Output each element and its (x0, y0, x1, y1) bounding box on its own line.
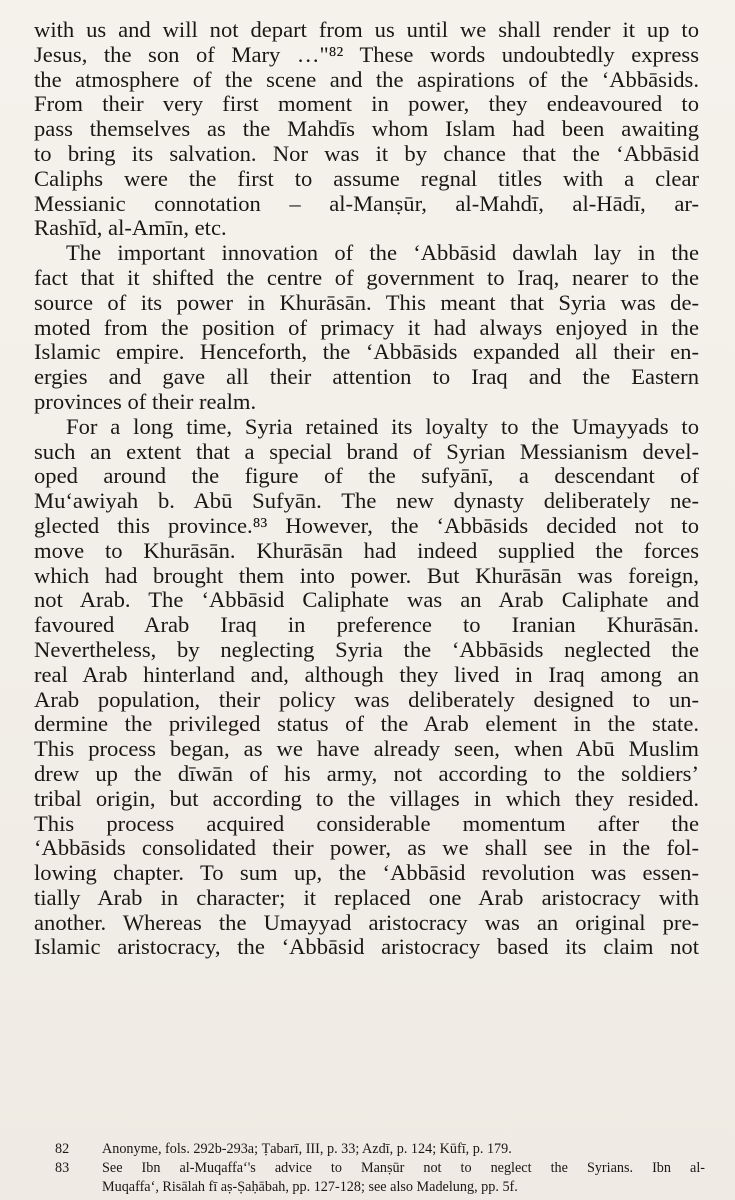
footnote-line: See Ibn al-Muqaffa‘'s advice to Manṣūr not to neglect the Syrians. Ibn al- (102, 1160, 705, 1176)
text-line: Rashīd, al-Amīn, etc. (34, 215, 227, 241)
footnote-83 (55, 1159, 705, 1197)
text-line: Mu‘awiyah b. Abū Sufyān. The new dynasty deliberately ne- (34, 488, 699, 514)
text-line: Arab population, their policy was deliberately designed to un- (34, 686, 699, 712)
text-line: not Arab. The ‘Abbāsid Caliphate was an Arab Caliphate and (34, 587, 699, 613)
text-line: Messianic connotation – al-Manṣūr, al-Mahdī, al-Hādī, ar- (34, 190, 699, 216)
text-line: ergies and gave all their attention to Iraq and the Eastern (34, 364, 699, 390)
text-line: fact that it shifted the centre of government to Iraq, nearer to the (34, 264, 699, 290)
text-line: oped around the figure of the sufyānī, a descendant of (34, 463, 699, 489)
text-line: Caliphs were the first to assume regnal titles with a clear (34, 165, 699, 191)
text-line: dermine the privileged status of the Arab element in the state. (34, 711, 699, 737)
text-line: favoured Arab Iraq in preference to Iranian Khurāsān. (34, 612, 699, 638)
text-line: Nevertheless, by neglecting Syria the ‘Abbāsids neglected the (34, 636, 699, 662)
text-line: Islamic aristocracy, the ‘Abbāsid aristocracy based its claim not (34, 934, 699, 960)
text-line: tially Arab in character; it replaced one Arab aristocracy with (34, 884, 699, 910)
text-line: move to Khurāsān. Khurāsān had indeed supplied the forces (34, 537, 699, 563)
text-line: glected this province.⁸³ However, the ‘Abbāsids decided not to (34, 512, 699, 538)
text-line: to bring its salvation. Nor was it by chance that the ‘Abbāsid (34, 140, 699, 166)
text-line: lowing chapter. To sum up, the ‘Abbāsid revolution was essen- (34, 860, 699, 886)
text-line: provinces of their realm. (34, 388, 257, 414)
body-text (34, 18, 699, 960)
text-line: with us and will not depart from us until we shall render it up to (34, 17, 699, 42)
footnote-text (102, 1159, 705, 1197)
text-line: another. Whereas the Umayyad aristocracy was an original pre- (34, 909, 699, 935)
text-line: tribal origin, but according to the villages in which they resided. (34, 785, 699, 811)
text-line: ‘Abbāsids consolidated their power, as we shall see in the fol- (34, 835, 699, 861)
text-line: the atmosphere of the scene and the aspirations of the ‘Abbāsids. (34, 66, 699, 92)
text-line: real Arab hinterland and, although they lived in Iraq among an (34, 661, 699, 687)
footnote-line: Muqaffa‘, Risālah fī aṣ-Ṣaḥābah, pp. 127-128; see also Madelung, pp. 5f. (102, 1179, 518, 1195)
footnote-number: 83 (55, 1160, 70, 1176)
text-line: Jesus, the son of Mary …"⁸² These words undoubtedly express (34, 41, 699, 67)
footnotes (55, 1140, 705, 1197)
footnote-82 (55, 1140, 705, 1159)
text-line: From their very first moment in power, they endeavoured to (34, 91, 699, 117)
footnote-line: Anonyme, fols. 292b-293a; Ṭabarī, III, p. 33; Azdī, p. 124; Kūfī, p. 179. (102, 1141, 512, 1157)
text-line: For a long time, Syria retained its loyalty to the Umayyads to (66, 413, 699, 439)
text-line: The important innovation of the ‘Abbāsid dawlah lay in the (66, 240, 699, 266)
text-line: which had brought them into power. But Khurāsān was foreign, (34, 562, 699, 588)
text-line: moted from the position of primacy it had always enjoyed in the (34, 314, 699, 340)
footnote-number: 82 (55, 1141, 70, 1157)
footnote-text (102, 1140, 705, 1159)
text-line: such an extent that a special brand of Syrian Messianism devel- (34, 438, 699, 464)
text-line: This process acquired considerable momentum after the (34, 810, 699, 836)
text-line: pass themselves as the Mahdīs whom Islam had been awaiting (34, 116, 699, 142)
text-line: Islamic empire. Henceforth, the ‘Abbāsids expanded all their en- (34, 339, 699, 365)
text-line: drew up the dīwān of his army, not according to the soldiers’ (34, 760, 699, 786)
text-line: This process began, as we have already seen, when Abū Muslim (34, 736, 699, 762)
text-line: source of its power in Khurāsān. This meant that Syria was de- (34, 289, 699, 315)
